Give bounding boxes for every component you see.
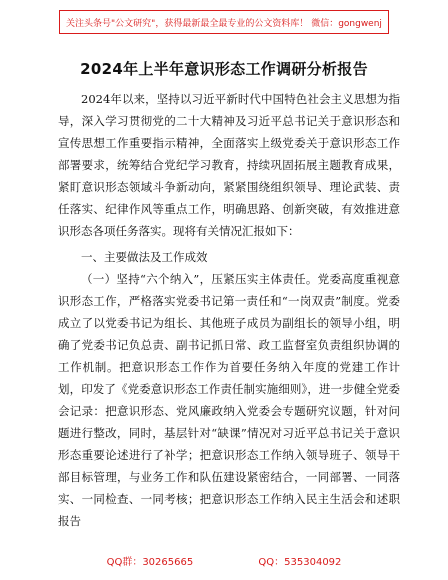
document-title: 2024年上半年意识形态工作调研分析报告 xyxy=(80,60,368,78)
document-body xyxy=(58,88,400,532)
intro-paragraph: 2024年以来，坚持以习近平新时代中国特色社会主义思想为指导，深入学习贯彻党的二十大精神及习近平总书记关于意识形态和宣传思想工作重要指示精神，全面落实上级党委关于意识形态工作部署要求，统筹结合党纪学习教育，持续巩固拓展主题教育成果，紧盯意识形态领域斗争新动向，紧紧围绕组织领导、理论武装、责任落实、纪律作风等重点工作，明确思路、创新突破，有效推进意识形态各项任务落实。现将有关情况汇报如下： xyxy=(58,92,400,238)
footer-contact xyxy=(0,553,448,568)
banner-text: 关注头条号"公文研究"，获得最新最全最专业的公文资料库！ 微信：gongwenj xyxy=(66,18,382,29)
footer-qq: QQ：535304092 xyxy=(258,557,342,568)
body-paragraph: （一）坚持“六个纳入”，压紧压实主体责任。党委高度重视意识形态工作，严格落实党委书记第一责任和“一岗双责”制度。党委成立了以党委书记为组长、其他班子成员为副组长的领导小组，明确了党委书记负总责、副书记抓日常、政工监督室负责组织协调的工作机制。把意识形态工作作为首要任务纳入年度的党建工作计划，印发了《党委意识形态工作责任制实施细则》，进一步健全党委会记录：把意识形态、党风廉政纳入党委会专题研究议题，针对问题进行整改，同时，基层针对“缺课”情况对习近平总书记关于意识形态重要论述进行了补学；把意识形态工作纳入领导班子、领导干部目标管理，与业务工作和队伍建设紧密结合，一同部署、一同落实、一同检查、一同考核；把意识形态工作纳入民主生活会和述职报告 xyxy=(58,272,400,528)
top-banner xyxy=(59,10,389,34)
footer-qq-group: QQ群：30265665 xyxy=(106,557,194,568)
section-heading: 一、主要做法及工作成效 xyxy=(81,250,208,264)
